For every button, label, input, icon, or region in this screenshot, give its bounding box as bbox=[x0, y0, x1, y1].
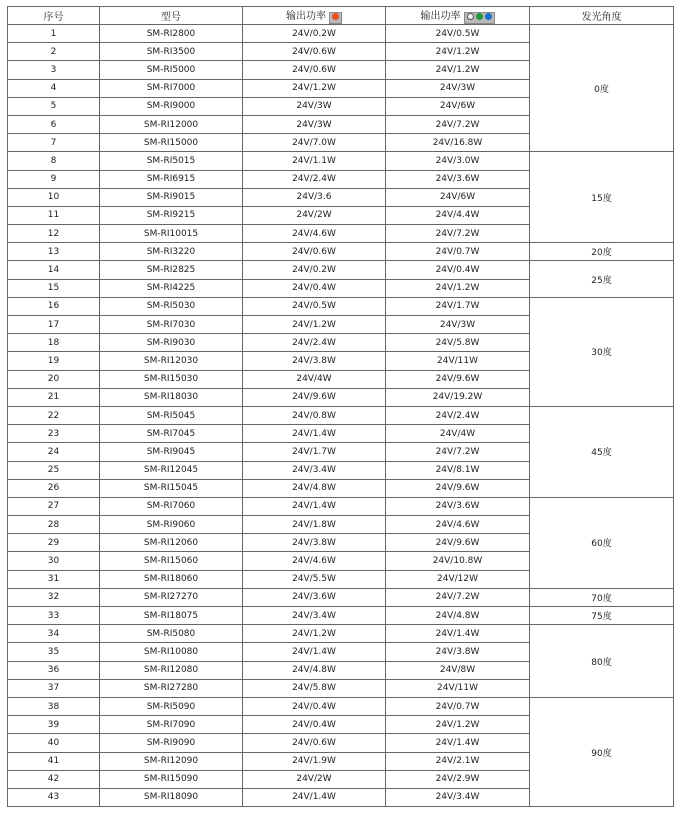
power-single-cell: 24V/0.4W bbox=[243, 279, 386, 297]
power-rgb-cell: 24V/8W bbox=[386, 661, 530, 679]
power-rgb-cell: 24V/3.8W bbox=[386, 643, 530, 661]
power-single-cell: 24V/4.6W bbox=[243, 225, 386, 243]
model-cell: SM-RI15000 bbox=[100, 134, 243, 152]
seq-cell: 32 bbox=[8, 588, 100, 606]
red-dot-icon bbox=[332, 13, 339, 20]
power-rgb-cell: 24V/19.2W bbox=[386, 388, 530, 406]
power-single-cell: 24V/3W bbox=[243, 97, 386, 115]
seq-cell: 21 bbox=[8, 388, 100, 406]
seq-cell: 8 bbox=[8, 152, 100, 170]
power-rgb-cell: 24V/16.8W bbox=[386, 134, 530, 152]
model-cell: SM-RI6915 bbox=[100, 170, 243, 188]
power-rgb-cell: 24V/4.6W bbox=[386, 516, 530, 534]
power-rgb-cell: 24V/0.7W bbox=[386, 243, 530, 261]
header-angle: 发光角度 bbox=[530, 7, 674, 25]
single-color-led-icon bbox=[329, 12, 342, 24]
table-body bbox=[8, 25, 674, 807]
seq-cell: 31 bbox=[8, 570, 100, 588]
seq-cell: 12 bbox=[8, 225, 100, 243]
angle-cell: 90度 bbox=[530, 697, 674, 806]
power-single-cell: 24V/4.6W bbox=[243, 552, 386, 570]
model-cell: SM-RI27270 bbox=[100, 588, 243, 606]
seq-cell: 43 bbox=[8, 788, 100, 806]
model-cell: SM-RI12045 bbox=[100, 461, 243, 479]
power-rgb-cell: 24V/3W bbox=[386, 316, 530, 334]
power-single-cell: 24V/1.2W bbox=[243, 79, 386, 97]
angle-cell: 0度 bbox=[530, 25, 674, 152]
model-cell: SM-RI7060 bbox=[100, 497, 243, 515]
power-rgb-cell: 24V/2.9W bbox=[386, 770, 530, 788]
model-cell: SM-RI18075 bbox=[100, 607, 243, 625]
seq-cell: 19 bbox=[8, 352, 100, 370]
power-rgb-cell: 24V/11W bbox=[386, 679, 530, 697]
power-rgb-cell: 24V/3.4W bbox=[386, 788, 530, 806]
model-cell: SM-RI9060 bbox=[100, 516, 243, 534]
power-rgb-cell: 24V/4.4W bbox=[386, 206, 530, 224]
power-single-cell: 24V/3.4W bbox=[243, 461, 386, 479]
seq-cell: 22 bbox=[8, 406, 100, 424]
table-row bbox=[8, 497, 674, 515]
power-single-cell: 24V/3.4W bbox=[243, 607, 386, 625]
power-rgb-cell: 24V/0.5W bbox=[386, 25, 530, 43]
power-single-cell: 24V/1.2W bbox=[243, 316, 386, 334]
seq-cell: 3 bbox=[8, 61, 100, 79]
table-row bbox=[8, 607, 674, 625]
seq-cell: 24 bbox=[8, 443, 100, 461]
seq-cell: 42 bbox=[8, 770, 100, 788]
power-single-cell: 24V/1.4W bbox=[243, 497, 386, 515]
power-single-cell: 24V/9.6W bbox=[243, 388, 386, 406]
power-single-cell: 24V/3.6 bbox=[243, 188, 386, 206]
model-cell: SM-RI9030 bbox=[100, 334, 243, 352]
table-row bbox=[8, 243, 674, 261]
power-single-cell: 24V/1.1W bbox=[243, 152, 386, 170]
angle-cell: 30度 bbox=[530, 297, 674, 406]
model-cell: SM-RI15060 bbox=[100, 552, 243, 570]
power-rgb-cell: 24V/1.4W bbox=[386, 625, 530, 643]
power-single-cell: 24V/4.8W bbox=[243, 479, 386, 497]
power-rgb-cell: 24V/4.8W bbox=[386, 607, 530, 625]
power-rgb-cell: 24V/2.1W bbox=[386, 752, 530, 770]
model-cell: SM-RI5090 bbox=[100, 697, 243, 715]
power-single-cell: 24V/0.2W bbox=[243, 261, 386, 279]
seq-cell: 28 bbox=[8, 516, 100, 534]
power-single-cell: 24V/3.8W bbox=[243, 352, 386, 370]
power-single-cell: 24V/0.6W bbox=[243, 43, 386, 61]
power-rgb-cell: 24V/1.2W bbox=[386, 279, 530, 297]
power-single-cell: 24V/5.8W bbox=[243, 679, 386, 697]
power-rgb-cell: 24V/3W bbox=[386, 79, 530, 97]
power-rgb-cell: 24V/6W bbox=[386, 188, 530, 206]
seq-cell: 23 bbox=[8, 425, 100, 443]
white-dot-icon bbox=[467, 13, 474, 20]
power-single-cell: 24V/0.6W bbox=[243, 61, 386, 79]
model-cell: SM-RI5000 bbox=[100, 61, 243, 79]
power-single-cell: 24V/3W bbox=[243, 115, 386, 133]
seq-cell: 2 bbox=[8, 43, 100, 61]
seq-cell: 33 bbox=[8, 607, 100, 625]
power-rgb-cell: 24V/1.2W bbox=[386, 716, 530, 734]
power-single-cell: 24V/3.8W bbox=[243, 534, 386, 552]
seq-cell: 35 bbox=[8, 643, 100, 661]
power-single-cell: 24V/2.4W bbox=[243, 334, 386, 352]
model-cell: SM-RI15030 bbox=[100, 370, 243, 388]
seq-cell: 15 bbox=[8, 279, 100, 297]
model-cell: SM-RI5045 bbox=[100, 406, 243, 424]
model-cell: SM-RI2800 bbox=[100, 25, 243, 43]
power-single-cell: 24V/1.4W bbox=[243, 788, 386, 806]
blue-dot-icon bbox=[485, 13, 492, 20]
model-cell: SM-RI12060 bbox=[100, 534, 243, 552]
model-cell: SM-RI27280 bbox=[100, 679, 243, 697]
model-cell: SM-RI5080 bbox=[100, 625, 243, 643]
power-single-cell: 24V/2.4W bbox=[243, 170, 386, 188]
power-rgb-cell: 24V/6W bbox=[386, 97, 530, 115]
power-rgb-cell: 24V/7.2W bbox=[386, 443, 530, 461]
seq-cell: 13 bbox=[8, 243, 100, 261]
model-cell: SM-RI5015 bbox=[100, 152, 243, 170]
power-single-cell: 24V/1.9W bbox=[243, 752, 386, 770]
model-cell: SM-RI7090 bbox=[100, 716, 243, 734]
power-single-cell: 24V/0.4W bbox=[243, 716, 386, 734]
table-row bbox=[8, 625, 674, 643]
table-row bbox=[8, 588, 674, 606]
model-cell: SM-RI10080 bbox=[100, 643, 243, 661]
seq-cell: 6 bbox=[8, 115, 100, 133]
seq-cell: 34 bbox=[8, 625, 100, 643]
power-single-cell: 24V/1.8W bbox=[243, 516, 386, 534]
model-cell: SM-RI12030 bbox=[100, 352, 243, 370]
model-cell: SM-RI12080 bbox=[100, 661, 243, 679]
model-cell: SM-RI18090 bbox=[100, 788, 243, 806]
power-single-cell: 24V/5.5W bbox=[243, 570, 386, 588]
power-rgb-cell: 24V/11W bbox=[386, 352, 530, 370]
header-power-single-label: 输出功率 bbox=[286, 11, 326, 22]
green-dot-icon bbox=[476, 13, 483, 20]
seq-cell: 26 bbox=[8, 479, 100, 497]
model-cell: SM-RI5030 bbox=[100, 297, 243, 315]
table-row bbox=[8, 406, 674, 424]
model-cell: SM-RI7045 bbox=[100, 425, 243, 443]
power-rgb-cell: 24V/4W bbox=[386, 425, 530, 443]
angle-cell: 45度 bbox=[530, 406, 674, 497]
model-cell: SM-RI15045 bbox=[100, 479, 243, 497]
angle-cell: 15度 bbox=[530, 152, 674, 243]
seq-cell: 17 bbox=[8, 316, 100, 334]
power-single-cell: 24V/0.4W bbox=[243, 697, 386, 715]
seq-cell: 11 bbox=[8, 206, 100, 224]
power-single-cell: 24V/1.4W bbox=[243, 643, 386, 661]
power-single-cell: 24V/4.8W bbox=[243, 661, 386, 679]
model-cell: SM-RI7030 bbox=[100, 316, 243, 334]
power-rgb-cell: 24V/0.4W bbox=[386, 261, 530, 279]
table-row bbox=[8, 25, 674, 43]
table-row bbox=[8, 297, 674, 315]
seq-cell: 1 bbox=[8, 25, 100, 43]
header-power-rgb-label: 输出功率 bbox=[420, 11, 461, 22]
model-cell: SM-RI10015 bbox=[100, 225, 243, 243]
power-single-cell: 24V/7.0W bbox=[243, 134, 386, 152]
seq-cell: 36 bbox=[8, 661, 100, 679]
model-cell: SM-RI18060 bbox=[100, 570, 243, 588]
power-single-cell: 24V/0.2W bbox=[243, 25, 386, 43]
table-row bbox=[8, 261, 674, 279]
power-rgb-cell: 24V/1.2W bbox=[386, 43, 530, 61]
angle-cell: 70度 bbox=[530, 588, 674, 606]
seq-cell: 16 bbox=[8, 297, 100, 315]
power-rgb-cell: 24V/3.6W bbox=[386, 497, 530, 515]
header-power-rgb bbox=[386, 7, 530, 25]
power-rgb-cell: 24V/7.2W bbox=[386, 225, 530, 243]
seq-cell: 10 bbox=[8, 188, 100, 206]
power-rgb-cell: 24V/0.7W bbox=[386, 697, 530, 715]
power-rgb-cell: 24V/1.2W bbox=[386, 61, 530, 79]
seq-cell: 5 bbox=[8, 97, 100, 115]
power-single-cell: 24V/2W bbox=[243, 206, 386, 224]
power-rgb-cell: 24V/5.8W bbox=[386, 334, 530, 352]
seq-cell: 37 bbox=[8, 679, 100, 697]
angle-cell: 20度 bbox=[530, 243, 674, 261]
model-cell: SM-RI9215 bbox=[100, 206, 243, 224]
power-single-cell: 24V/1.4W bbox=[243, 425, 386, 443]
header-row bbox=[8, 7, 674, 25]
power-single-cell: 24V/4W bbox=[243, 370, 386, 388]
seq-cell: 27 bbox=[8, 497, 100, 515]
power-rgb-cell: 24V/10.8W bbox=[386, 552, 530, 570]
header-power-single bbox=[243, 7, 386, 25]
seq-cell: 29 bbox=[8, 534, 100, 552]
seq-cell: 18 bbox=[8, 334, 100, 352]
model-cell: SM-RI18030 bbox=[100, 388, 243, 406]
power-rgb-cell: 24V/9.6W bbox=[386, 534, 530, 552]
seq-cell: 4 bbox=[8, 79, 100, 97]
power-rgb-cell: 24V/8.1W bbox=[386, 461, 530, 479]
power-single-cell: 24V/1.7W bbox=[243, 443, 386, 461]
spec-table bbox=[7, 6, 674, 807]
power-rgb-cell: 24V/3.0W bbox=[386, 152, 530, 170]
seq-cell: 41 bbox=[8, 752, 100, 770]
model-cell: SM-RI3500 bbox=[100, 43, 243, 61]
power-single-cell: 24V/1.2W bbox=[243, 625, 386, 643]
power-single-cell: 24V/0.8W bbox=[243, 406, 386, 424]
power-rgb-cell: 24V/7.2W bbox=[386, 588, 530, 606]
table-row bbox=[8, 697, 674, 715]
power-rgb-cell: 24V/12W bbox=[386, 570, 530, 588]
power-single-cell: 24V/3.6W bbox=[243, 588, 386, 606]
header-model: 型号 bbox=[100, 7, 243, 25]
power-single-cell: 24V/0.6W bbox=[243, 734, 386, 752]
seq-cell: 7 bbox=[8, 134, 100, 152]
seq-cell: 40 bbox=[8, 734, 100, 752]
model-cell: SM-RI2825 bbox=[100, 261, 243, 279]
model-cell: SM-RI12090 bbox=[100, 752, 243, 770]
power-rgb-cell: 24V/1.4W bbox=[386, 734, 530, 752]
power-rgb-cell: 24V/7.2W bbox=[386, 115, 530, 133]
power-rgb-cell: 24V/3.6W bbox=[386, 170, 530, 188]
power-rgb-cell: 24V/9.6W bbox=[386, 370, 530, 388]
power-single-cell: 24V/0.5W bbox=[243, 297, 386, 315]
seq-cell: 38 bbox=[8, 697, 100, 715]
seq-cell: 39 bbox=[8, 716, 100, 734]
model-cell: SM-RI9000 bbox=[100, 97, 243, 115]
seq-cell: 25 bbox=[8, 461, 100, 479]
angle-cell: 75度 bbox=[530, 607, 674, 625]
power-single-cell: 24V/0.6W bbox=[243, 243, 386, 261]
angle-cell: 25度 bbox=[530, 261, 674, 297]
power-single-cell: 24V/2W bbox=[243, 770, 386, 788]
seq-cell: 30 bbox=[8, 552, 100, 570]
model-cell: SM-RI4225 bbox=[100, 279, 243, 297]
table-row bbox=[8, 152, 674, 170]
rgb-led-icon bbox=[464, 12, 495, 24]
model-cell: SM-RI9015 bbox=[100, 188, 243, 206]
model-cell: SM-RI9045 bbox=[100, 443, 243, 461]
seq-cell: 9 bbox=[8, 170, 100, 188]
power-rgb-cell: 24V/2.4W bbox=[386, 406, 530, 424]
angle-cell: 60度 bbox=[530, 497, 674, 588]
power-rgb-cell: 24V/9.6W bbox=[386, 479, 530, 497]
model-cell: SM-RI12000 bbox=[100, 115, 243, 133]
seq-cell: 20 bbox=[8, 370, 100, 388]
model-cell: SM-RI9090 bbox=[100, 734, 243, 752]
model-cell: SM-RI3220 bbox=[100, 243, 243, 261]
model-cell: SM-RI15090 bbox=[100, 770, 243, 788]
power-rgb-cell: 24V/1.7W bbox=[386, 297, 530, 315]
seq-cell: 14 bbox=[8, 261, 100, 279]
header-seq: 序号 bbox=[8, 7, 100, 25]
model-cell: SM-RI7000 bbox=[100, 79, 243, 97]
angle-cell: 80度 bbox=[530, 625, 674, 698]
